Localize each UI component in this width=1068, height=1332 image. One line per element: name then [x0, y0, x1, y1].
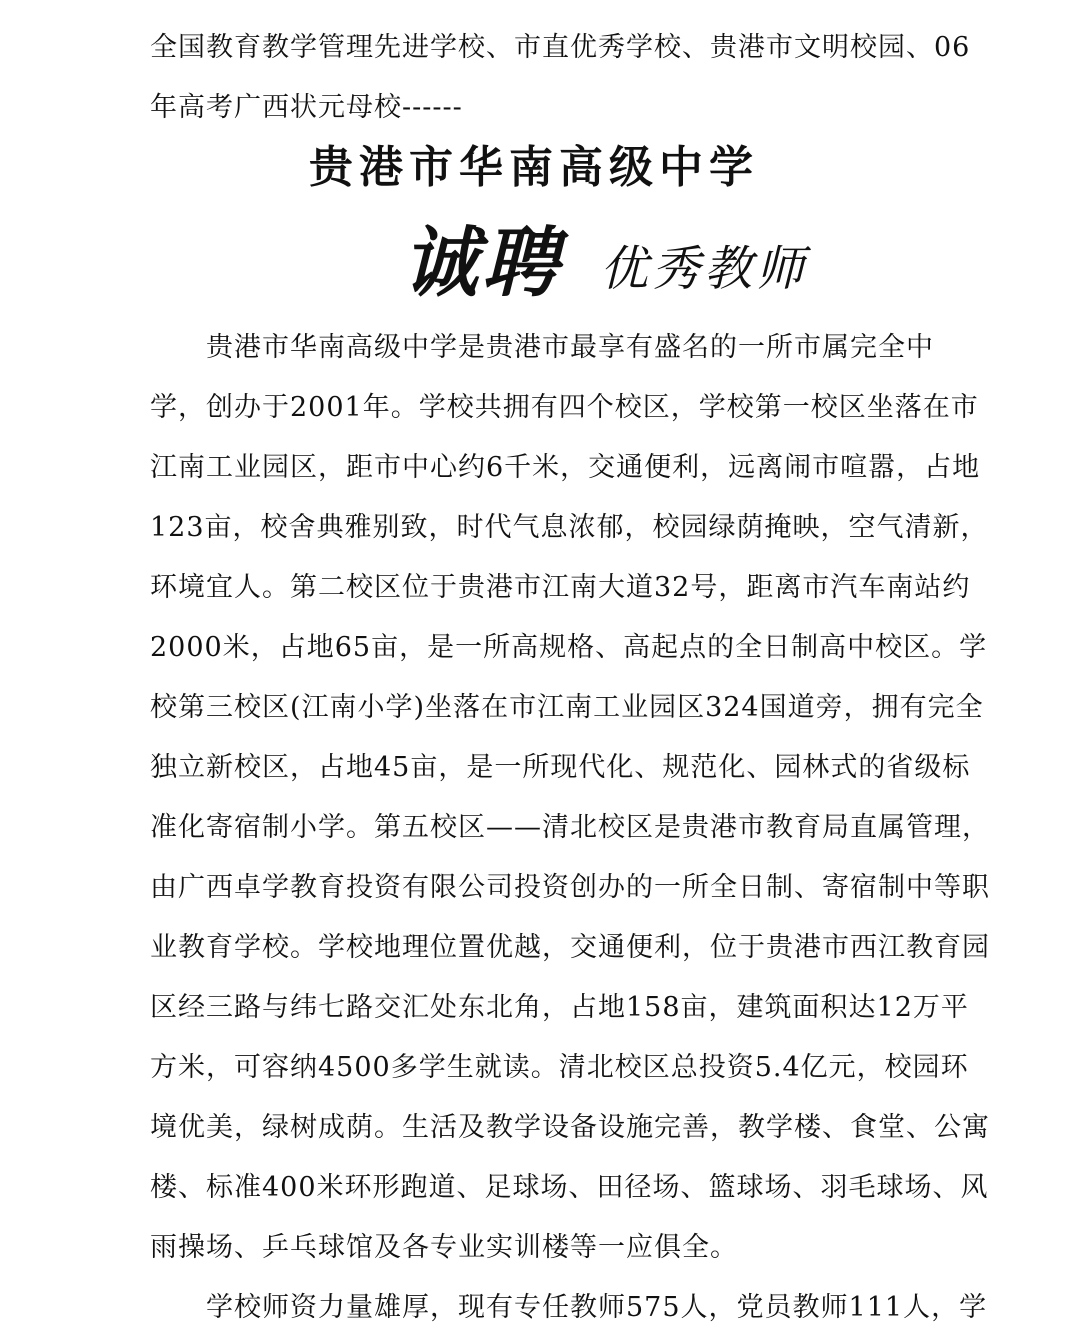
header-line-2: 年高考广西状元母校------: [150, 92, 463, 123]
recruitment-heading: [0, 215, 1068, 315]
body-line: 业教育学校。学校地理位置优越，交通便利，位于贵港市西江教育园: [150, 932, 990, 963]
body-line: 学，创办于2001年。学校共拥有四个校区，学校第一校区坐落在市: [150, 392, 979, 423]
body-line: 由广西卓学教育投资有限公司投资创办的一所全日制、寄宿制中等职: [150, 872, 990, 903]
body-line: 境优美，绿树成荫。生活及教学设备设施完善，教学楼、食堂、公寓: [150, 1112, 990, 1143]
recruitment-main-text: 诚聘: [402, 218, 562, 307]
recruitment-sub-text: 优秀教师: [600, 241, 809, 297]
body-line: 123亩，校舍典雅别致，时代气息浓郁，校园绿荫掩映，空气清新，: [150, 512, 989, 543]
body-line: 2000米，占地65亩，是一所高规格、高起点的全日制高中校区。学: [150, 632, 988, 663]
body-line: 环境宜人。第二校区位于贵港市江南大道32号，距离市汽车南站约: [150, 572, 971, 603]
body-line: 独立新校区，占地45亩，是一所现代化、规范化、园林式的省级标: [150, 752, 971, 783]
body-line: 楼、标准400米环形跑道、足球场、田径场、篮球场、羽毛球场、风: [150, 1172, 989, 1203]
body-line: 雨操场、乒乓球馆及各专业实训楼等一应俱全。: [150, 1232, 738, 1263]
body-line: 贵港市华南高级中学是贵港市最享有盛名的一所市属完全中: [150, 332, 934, 363]
body-line: 准化寄宿制小学。第五校区——清北校区是贵港市教育局直属管理，: [150, 812, 990, 843]
body-line: 江南工业园区，距市中心约6千米，交通便利，远离闹市喧嚣，占地: [150, 452, 981, 483]
body-line: 区经三路与纬七路交汇处东北角，占地158亩，建筑面积达12万平: [150, 992, 969, 1023]
header-line-1: 全国教育教学管理先进学校、市直优秀学校、贵港市文明校园、06: [150, 32, 971, 63]
body-line: 学校师资力量雄厚，现有专任教师575人，党员教师111人，学: [150, 1292, 988, 1323]
body-line: 校第三校区(江南小学)坐落在市江南工业园区324国道旁，拥有完全: [150, 692, 984, 723]
body-line: 方米，可容纳4500多学生就读。清北校区总投资5.4亿元，校园环: [150, 1052, 969, 1083]
page-title: 贵港市华南高级中学: [309, 142, 759, 193]
